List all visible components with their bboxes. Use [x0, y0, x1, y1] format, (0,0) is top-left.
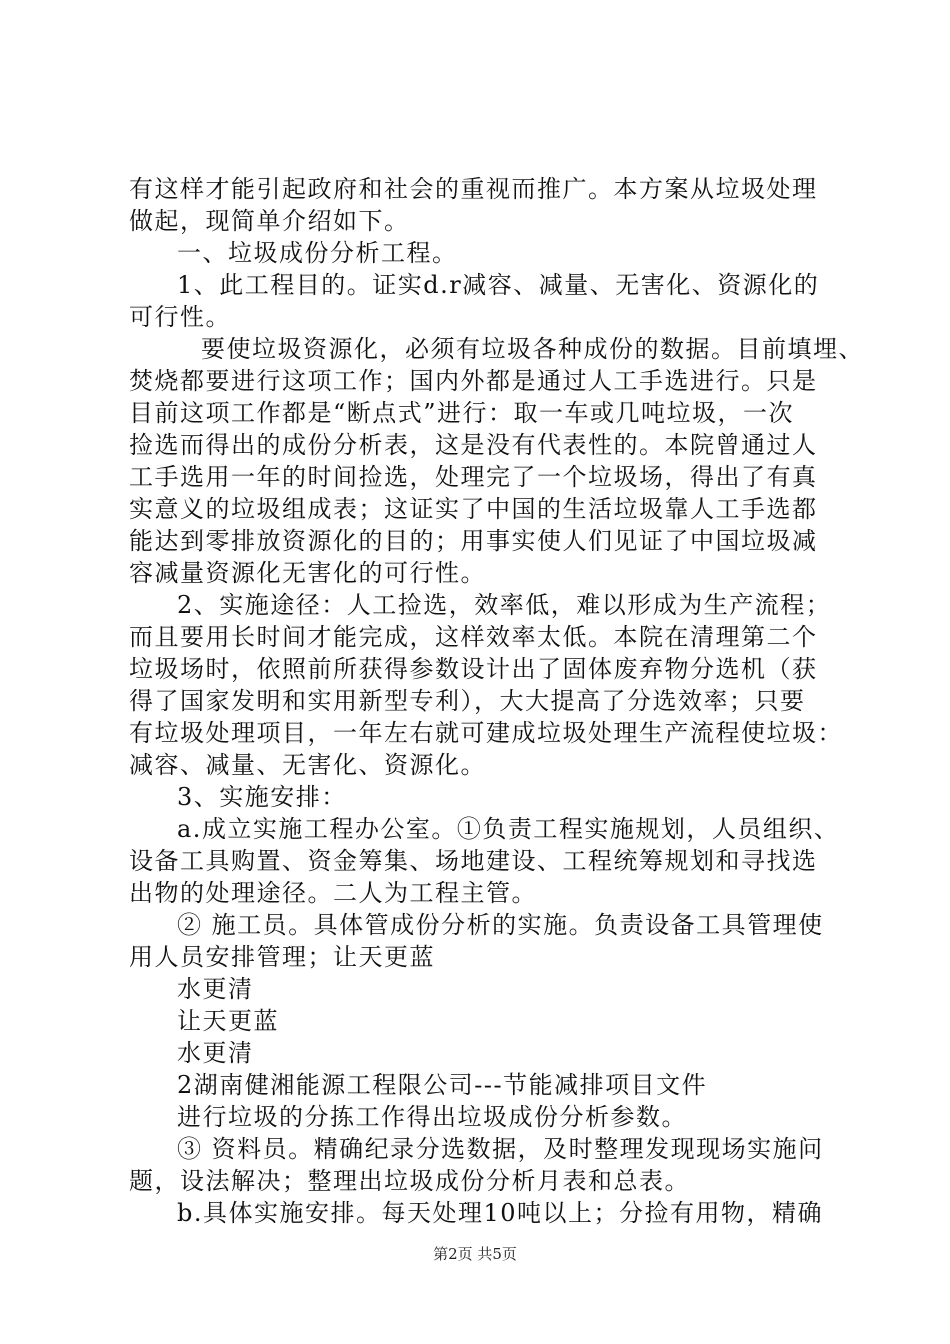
text-line: 得了国家发明和实用新型专利），大大提高了分选效率；只要	[129, 687, 806, 715]
page-footer: 第2页 共5页	[433, 1245, 517, 1263]
text-line: 1、此工程目的。证实d.r减容、减量、无害化、资源化的	[177, 271, 820, 299]
text-line: 做起，现简单介绍如下。	[129, 207, 410, 235]
text-line: 2、实施途径：人工捡选，效率低，难以形成为生产流程；	[177, 591, 832, 619]
text-line: ③ 资料员。精确纪录分选数据，及时整理发现现场实施问	[177, 1135, 824, 1163]
text-line: 容减量资源化无害化的可行性。	[129, 559, 486, 587]
text-line: 可行性。	[129, 303, 231, 331]
document-body	[129, 173, 864, 1229]
text-line: 实意义的垃圾组成表；这证实了中国的生活垃圾靠人工手选都	[129, 495, 818, 523]
text-line: 焚烧都要进行这项工作；国内外都是通过人工手选进行。只是	[129, 367, 818, 395]
text-line: 让天更蓝	[177, 1007, 279, 1035]
text-line: 工手选用一年的时间捡选，处理完了一个垃圾场，得出了有真	[129, 463, 818, 491]
text-line: 设备工具购置、资金筹集、场地建设、工程统筹规划和寻找选	[129, 847, 818, 875]
text-line: 垃圾场时，依照前所获得参数设计出了固体废弃物分选机（获	[129, 655, 818, 683]
text-line: 能达到零排放资源化的目的；用事实使人们见证了中国垃圾减	[129, 527, 818, 555]
text-line: 要使垃圾资源化，必须有垃圾各种成份的数据。目前填埋、	[201, 335, 864, 363]
text-line: b.具体实施安排。每天处理10吨以上；分捡有用物，精确	[177, 1199, 824, 1227]
text-line: 一、垃圾成份分析工程。	[177, 239, 458, 267]
text-line: 2湖南健湘能源工程限公司---节能减排项目文件	[177, 1071, 708, 1099]
text-line: 捡选而得出的成份分析表，这是没有代表性的。本院曾通过人	[129, 431, 818, 459]
text-line: 而且要用长时间才能完成，这样效率太低。本院在清理第二个	[129, 623, 818, 651]
text-line: 用人员安排管理；让天更蓝	[129, 943, 435, 971]
text-line: 题，设法解决；整理出垃圾成份分析月表和总表。	[129, 1167, 690, 1195]
text-line: 水更清	[177, 1039, 254, 1067]
text-line: 有这样才能引起政府和社会的重视而推广。本方案从垃圾处理	[129, 175, 818, 203]
text-line: 进行垃圾的分拣工作得出垃圾成份分析参数。	[177, 1103, 687, 1131]
text-line: a.成立实施工程办公室。①负责工程实施规划，人员组织、	[177, 815, 840, 843]
text-line: 减容、减量、无害化、资源化。	[129, 751, 486, 779]
text-line: 3、实施安排：	[177, 783, 347, 811]
text-line: ② 施工员。具体管成份分析的实施。负责设备工具管理使	[177, 911, 824, 939]
text-line: 目前这项工作都是“断点式”进行：取一车或几吨垃圾，一次	[129, 399, 795, 427]
text-line: 水更清	[177, 975, 254, 1003]
text-line: 出物的处理途径。二人为工程主管。	[129, 879, 537, 907]
text-line: 有垃圾处理项目，一年左右就可建成垃圾处理生产流程使垃圾：	[129, 719, 843, 747]
